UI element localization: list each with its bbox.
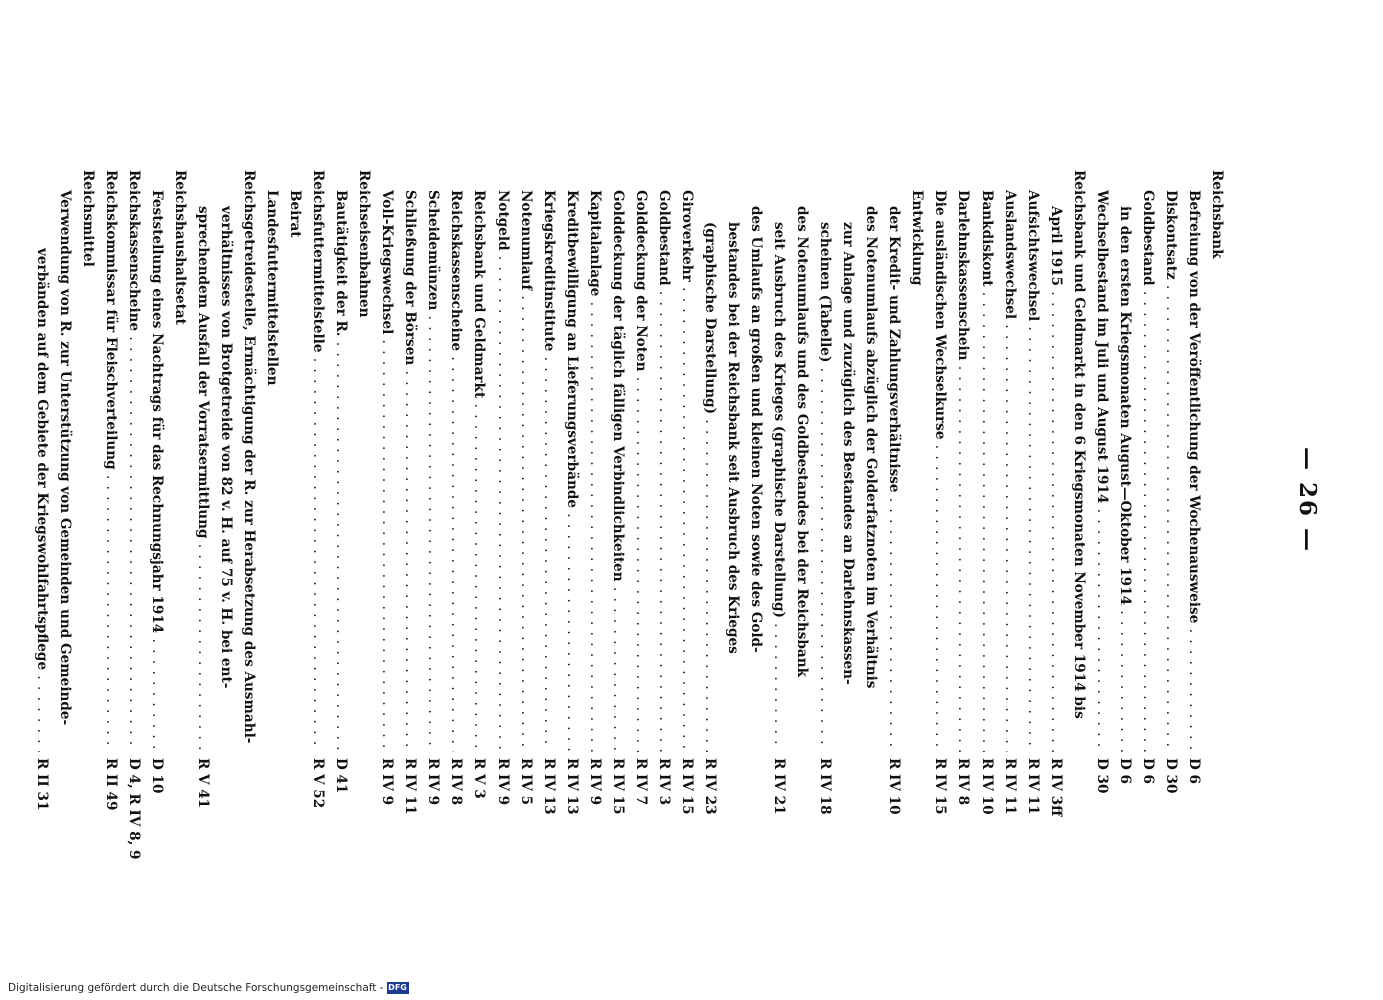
index-entry [306, 170, 329, 870]
index-entry-text: Kriegskreditinstitute . . . [537, 170, 560, 752]
index-entry-text: Golddeckung der Noten . . . [629, 170, 652, 752]
footer-text: Digitalisierung gefördert durch die Deutsche Forschungsgemeinschaft - [8, 982, 384, 994]
index-entry [491, 170, 514, 870]
index-entry [1090, 170, 1113, 870]
index-entry-reference: R V 52 [310, 758, 327, 809]
index-entry-reference: D 6 [1185, 758, 1202, 784]
index-entry-text: Giroverkehr . . . [675, 170, 698, 752]
index-entry [767, 170, 790, 870]
index-entry [974, 170, 997, 870]
index-entry-text: Feststellung eines Nachtrags für das Rechnungsjahr 1914 . . . [145, 170, 168, 752]
index-entry [421, 170, 444, 870]
index-entry-text: Aufsichtswechsel . . . [1021, 170, 1044, 752]
index-entry [514, 170, 537, 870]
index-entry-text: Diskontsatz . . . [1159, 170, 1182, 752]
index-entry [698, 170, 721, 870]
index-entry-reference: R V 3 [471, 758, 488, 799]
index-entry-text: Reichsbank und Geldmarkt . . . [467, 170, 490, 752]
index-entry-text: bestandes bei der Reichsbank seit Ausbruch des Krieges [725, 222, 742, 654]
index-entry [352, 170, 375, 870]
index-entry [168, 170, 191, 870]
index-entry-reference: D 4, R IV 8, 9 [125, 758, 142, 860]
index-entry [537, 170, 560, 870]
index-entry-reference: R IV 10 [886, 758, 903, 815]
index-entry [721, 170, 744, 870]
index-entry-text: der Kredit- und Zahlungsverhältnisse . . . [882, 170, 905, 752]
index-entry [1067, 170, 1090, 870]
index-entry-text: Notgeld . . . [491, 170, 514, 752]
index-entry [813, 170, 836, 870]
index-entry [1021, 170, 1044, 870]
index-entry-text: Voll-Kriegswechsel . . . [375, 170, 398, 752]
index-entry-text: sprechendem Ausfall der Vorratsermittlung . . . [191, 170, 214, 752]
index-entry-reference: R IV 18 [817, 758, 834, 815]
index-entry-text: Wechselbestand im Juli und August 1914 . . . [1090, 170, 1113, 752]
index-entry-text: Auslandswechsel . . . [998, 170, 1021, 752]
index-entry-text: Reichsbank [1209, 170, 1225, 259]
index-entry-reference: D 6 [1116, 758, 1133, 784]
index-entry [560, 170, 583, 870]
index-entry-text: Goldbestand . . . [1136, 170, 1159, 752]
index-entry-text: Reichskassenscheine . . . [444, 170, 467, 752]
index-entry-text: Goldbestand . . . [652, 170, 675, 752]
index-entry-text: verhältnisses von Brotgetreide von 82 v. H. auf 75 v. H. bei ent- [217, 206, 234, 689]
index-entry [237, 170, 260, 870]
index-entry [444, 170, 467, 870]
index-entry [214, 170, 237, 870]
index-entry-text: des Notenumlaufs abzüglich der Golderfatznoten im Verhältnis [863, 206, 880, 689]
index-entry [283, 170, 306, 870]
index-entry-text: Reichsgetreidestelle, Ermächtigung der R. zur Herabsetzung des Ausmahl- [241, 170, 258, 744]
index-entry [99, 170, 122, 870]
index-entry-reference: R IV 23 [701, 758, 718, 815]
index-entry-text: in den ersten Kriegsmonaten August—Oktober 1914 . . . [1113, 170, 1136, 752]
index-entry [1136, 170, 1159, 870]
index-entry-text: des Notenumlaufs und des Goldbestandes bei der Reichsbank [794, 206, 811, 678]
index-entry-reference: R IV 8 [448, 758, 465, 806]
index-entry-reference: R IV 15 [932, 758, 949, 815]
index-entry [1182, 170, 1205, 870]
index-entry [1044, 170, 1067, 870]
index-entry [398, 170, 421, 870]
index-entry [905, 170, 928, 870]
index-entry [329, 170, 352, 870]
index-entry-text: Beirat [287, 190, 304, 238]
index-entry-text: Reichsfuttermittelstelle . . . [306, 170, 329, 752]
index-entry-reference: R IV 11 [1001, 758, 1018, 815]
index-entry-text: Reichshaushaltsetat [171, 170, 188, 325]
index-entry-text: Darlehnskassenschein . . . [951, 170, 974, 752]
index-entry-text: Entwicklung [909, 190, 926, 286]
index-entry [1205, 170, 1228, 870]
index-entry [583, 170, 606, 870]
index-entry-reference: R IV 13 [563, 758, 580, 815]
index-entry-text: Scheidemünzen . . . [421, 170, 444, 752]
index-entry [928, 170, 951, 870]
index-entry-reference: D 10 [148, 758, 165, 794]
index-entry-text: Bautätigkeit der R. . . . [329, 170, 352, 752]
index-entry [790, 170, 813, 870]
index-entry [951, 170, 974, 870]
index-entry-text: Schließung der Börsen . . . [398, 170, 421, 752]
index-entry-reference: R IV 5 [517, 758, 534, 806]
index-entry-reference: R II 31 [33, 758, 50, 811]
index-entry [122, 170, 145, 870]
index-entry-text: Reichsbank und Geldmarkt in den 6 Kriegsmonaten November 1914 bis [1070, 170, 1087, 719]
index-entry-text: Golddeckung der täglich fälligen Verbindlichkeiten . . . [606, 170, 629, 752]
index-entry [652, 170, 675, 870]
index-entry-text: des Umlaufs an großen und kleinen Noten sowie des Gold- [748, 206, 765, 653]
index-entry-text: seit Ausbruch des Krieges (graphische Darstellung) . . . [767, 170, 790, 752]
index-entry-reference: R II 49 [102, 758, 119, 811]
index-entry [629, 170, 652, 870]
index-entry-reference: D 6 [1139, 758, 1156, 784]
index-entry [191, 170, 214, 870]
index-entry-reference: R IV 15 [609, 758, 626, 815]
page-number: — 26 — [1294, 446, 1321, 554]
index-entry [30, 170, 53, 870]
index-entry-text: Bankdiskont . . . [974, 170, 997, 752]
index-entry-reference: R IV 9 [586, 758, 603, 806]
index-entry-reference: R IV 10 [978, 758, 995, 815]
index-entry-text: scheinen (Tabelle) . . . [813, 170, 836, 752]
index-entry [998, 170, 1021, 870]
index-entry-text: April 1915 . . . [1044, 170, 1067, 752]
index-entry [882, 170, 905, 870]
index-entry-reference: R IV 13 [540, 758, 557, 815]
index-entry [606, 170, 629, 870]
index-entry [675, 170, 698, 870]
index-entry [375, 170, 398, 870]
index-entry-text: Notenumlauf . . . [514, 170, 537, 752]
index-entry-reference: R IV 9 [425, 758, 442, 806]
index-entry-text: Landesfuttermittelstellen [264, 190, 281, 386]
index-list [30, 170, 1228, 870]
index-entry-reference: R IV 9 [494, 758, 511, 806]
index-entry-reference: R IV 3 [655, 758, 672, 806]
index-entry-text: Reichseisenbahnen [356, 170, 373, 318]
index-entry-text: (graphische Darstellung) . . . [698, 170, 721, 752]
index-entry-reference: R IV 3ff [1047, 758, 1064, 817]
index-entry-reference: R V 41 [194, 758, 211, 809]
index-entry-text: Kreditbewilligung an Lieferungsverbände . . . [560, 170, 583, 752]
dfg-logo-icon: DFG [388, 983, 407, 992]
index-entry-text: Reichskommissar für Fleischverteilung . . . [99, 170, 122, 752]
index-entry-reference: R IV 8 [955, 758, 972, 806]
index-entry [53, 170, 76, 870]
index-entry [145, 170, 168, 870]
index-entry [260, 170, 283, 870]
index-entry-text: verbänden auf dem Gebiete der Kriegswohlfahrtspflege . . . [30, 170, 53, 752]
index-entry [836, 170, 859, 870]
index-entry-reference: R IV 15 [678, 758, 695, 815]
index-entry-text: Befreiung von der Veröffentlichung der Wochenausweise . . . [1182, 170, 1205, 752]
index-entry-text: Kapitalanlage . . . [583, 170, 606, 752]
index-entry-reference: R IV 21 [771, 758, 788, 815]
index-entry [1159, 170, 1182, 870]
index-entry-text: Reichsmittel [79, 170, 96, 267]
index-entry-reference: R IV 11 [1024, 758, 1041, 815]
index-entry [76, 170, 99, 870]
index-entry-text: Reichskassenscheine . . . [122, 170, 145, 752]
index-entry-text: Verwendung von R. zur Unterstützung von Gemeinden und Gemeinde- [56, 190, 73, 726]
index-entry [744, 170, 767, 870]
index-entry-reference: D 41 [333, 758, 350, 794]
index-entry-text: zur Anlage und zuzüglich des Bestandes an Darlehnskassen- [840, 222, 857, 685]
index-entry-reference: D 30 [1093, 758, 1110, 794]
index-entry-text: Die ausländischen Wechselkurse . . . [928, 170, 951, 752]
index-entry [859, 170, 882, 870]
index-entry-reference: R IV 11 [402, 758, 419, 815]
index-entry-reference: R IV 9 [379, 758, 396, 806]
index-entry-reference: R IV 7 [632, 758, 649, 806]
index-entry [1113, 170, 1136, 870]
index-entry [467, 170, 490, 870]
index-entry-reference: D 30 [1162, 758, 1179, 794]
digitization-footer [8, 982, 409, 994]
